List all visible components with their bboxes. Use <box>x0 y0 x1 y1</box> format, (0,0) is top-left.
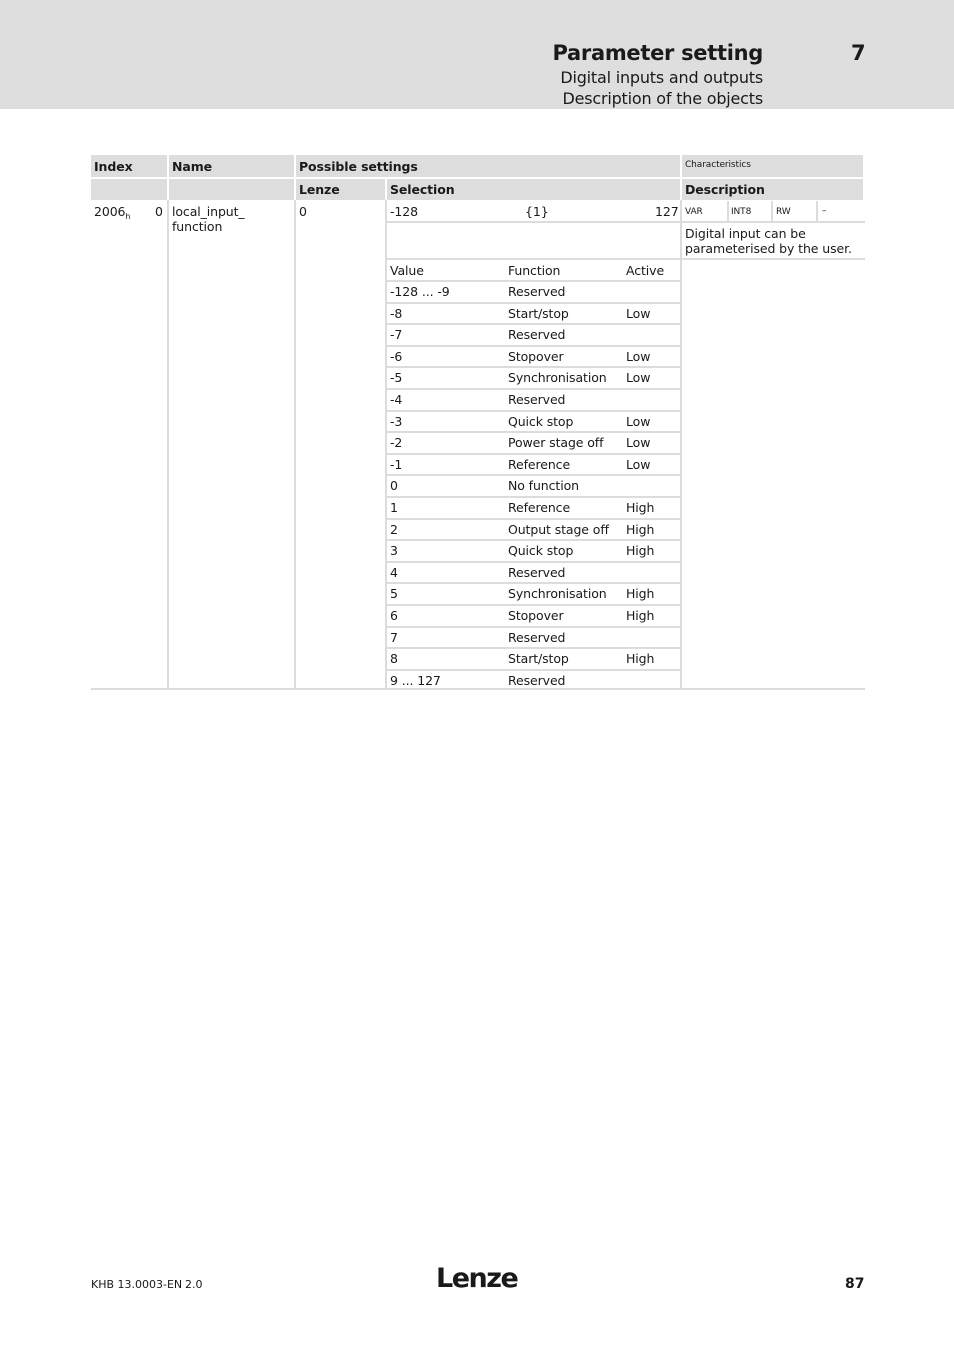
characteristic-access: RW <box>776 207 791 217</box>
characteristics-divider <box>816 201 818 221</box>
function-cell: Synchronisation <box>508 370 607 385</box>
value-list-header-function: Function <box>508 263 561 278</box>
row-divider <box>387 410 680 412</box>
row-divider <box>387 518 680 520</box>
value-cell: 5 <box>390 586 398 601</box>
value-cell: 7 <box>390 630 398 645</box>
active-cell: High <box>626 522 655 537</box>
active-cell: Low <box>626 349 651 364</box>
selection-min: -128 <box>390 204 418 219</box>
active-cell: High <box>626 651 655 666</box>
active-cell: High <box>626 500 655 515</box>
parameter-name-line1: local_input_ <box>172 204 245 219</box>
row-divider <box>387 258 680 260</box>
row-divider <box>387 323 680 325</box>
document-id: KHB 13.0003-EN <box>91 1278 183 1291</box>
value-cell: -5 <box>390 370 403 385</box>
value-cell: 6 <box>390 608 398 623</box>
function-cell: Reserved <box>508 673 566 688</box>
row-divider <box>387 366 680 368</box>
function-cell: Power stage off <box>508 435 604 450</box>
function-cell: Stopover <box>508 349 564 364</box>
row-divider <box>387 604 680 606</box>
row-divider <box>387 582 680 584</box>
header-band <box>0 0 954 109</box>
column-header-index: Index <box>94 159 133 174</box>
value-cell: -8 <box>390 306 403 321</box>
value-list-header-value: Value <box>390 263 424 278</box>
function-cell: Start/stop <box>508 306 569 321</box>
active-cell: Low <box>626 370 651 385</box>
header-cell-blank-1 <box>91 179 167 200</box>
function-cell: Synchronisation <box>508 586 607 601</box>
row-divider <box>387 388 680 390</box>
value-cell: 9 ... 127 <box>390 673 441 688</box>
row-divider <box>387 647 680 649</box>
header-cell-blank-2 <box>169 179 294 200</box>
lenze-default-value: 0 <box>299 204 307 219</box>
index-cell: $2006_h$ <box>94 204 131 221</box>
function-cell: Reference <box>508 457 571 472</box>
row-divider <box>682 221 865 223</box>
characteristic-data-type: INT8 <box>731 207 752 217</box>
value-cell: -1 <box>390 457 403 472</box>
column-header-lenze: Lenze <box>299 182 340 197</box>
description-line2: parameterised by the user. <box>685 241 852 256</box>
page-number: 87 <box>845 1276 865 1292</box>
active-cell: Low <box>626 435 651 450</box>
function-cell: Quick stop <box>508 414 574 429</box>
function-cell: No function <box>508 478 579 493</box>
row-divider <box>387 345 680 347</box>
value-cell: -2 <box>390 435 403 450</box>
active-cell: High <box>626 586 655 601</box>
function-cell: Start/stop <box>508 651 569 666</box>
value-cell: -128 ... -9 <box>390 284 450 299</box>
row-divider <box>387 453 680 455</box>
row-divider <box>387 302 680 304</box>
characteristic-object-type: VAR <box>685 207 703 217</box>
row-divider <box>387 626 680 628</box>
active-cell: Low <box>626 457 651 472</box>
value-cell: -7 <box>390 327 403 342</box>
function-cell: Reserved <box>508 284 566 299</box>
selection-step: {1} <box>525 204 549 219</box>
table-bottom-border <box>91 688 865 690</box>
active-cell: Low <box>626 414 651 429</box>
page-title: Parameter setting <box>552 41 763 65</box>
value-cell: 4 <box>390 565 398 580</box>
column-divider <box>167 200 169 689</box>
value-list-header-active: Active <box>626 263 665 278</box>
characteristics-divider <box>727 201 729 221</box>
value-cell: 3 <box>390 543 398 558</box>
row-divider <box>387 496 680 498</box>
description-line1: Digital input can be <box>685 226 806 241</box>
row-divider <box>387 431 680 433</box>
column-header-characteristics: Characteristics <box>685 160 751 170</box>
active-cell: Low <box>626 306 651 321</box>
row-divider <box>387 474 680 476</box>
row-divider <box>682 258 865 260</box>
column-header-possible-settings: Possible settings <box>299 159 418 174</box>
lenze-logo: Lenze <box>436 1263 518 1294</box>
column-header-selection: Selection <box>390 182 455 197</box>
subsection-subtitle: Description of the objects <box>562 89 763 108</box>
value-cell: -3 <box>390 414 403 429</box>
row-divider <box>387 669 680 671</box>
value-cell: -6 <box>390 349 403 364</box>
selection-max: 127 <box>655 204 679 219</box>
function-cell: Reserved <box>508 565 566 580</box>
active-cell: High <box>626 608 655 623</box>
column-header-description: Description <box>685 182 765 197</box>
column-divider <box>294 200 296 689</box>
value-cell: 0 <box>390 478 398 493</box>
function-cell: Reserved <box>508 327 566 342</box>
row-divider <box>387 539 680 541</box>
row-divider <box>387 221 680 223</box>
active-cell: High <box>626 543 655 558</box>
column-header-name: Name <box>172 159 212 174</box>
section-subtitle: Digital inputs and outputs <box>560 68 763 87</box>
characteristic-extra: – <box>822 206 827 216</box>
function-cell: Reserved <box>508 630 566 645</box>
document-version: 2.0 <box>185 1278 203 1291</box>
function-cell: Reference <box>508 500 571 515</box>
column-divider <box>385 200 387 689</box>
function-cell: Quick stop <box>508 543 574 558</box>
characteristics-divider <box>771 201 773 221</box>
parameter-name-line2: function <box>172 219 223 234</box>
value-cell: -4 <box>390 392 403 407</box>
row-divider <box>387 280 680 282</box>
value-cell: 1 <box>390 500 398 515</box>
column-divider <box>680 200 682 689</box>
value-cell: 2 <box>390 522 398 537</box>
function-cell: Reserved <box>508 392 566 407</box>
chapter-number: 7 <box>851 41 866 65</box>
subindex-cell: 0 <box>155 204 163 219</box>
function-cell: Stopover <box>508 608 564 623</box>
function-cell: Output stage off <box>508 522 609 537</box>
value-cell: 8 <box>390 651 398 666</box>
row-divider <box>387 561 680 563</box>
